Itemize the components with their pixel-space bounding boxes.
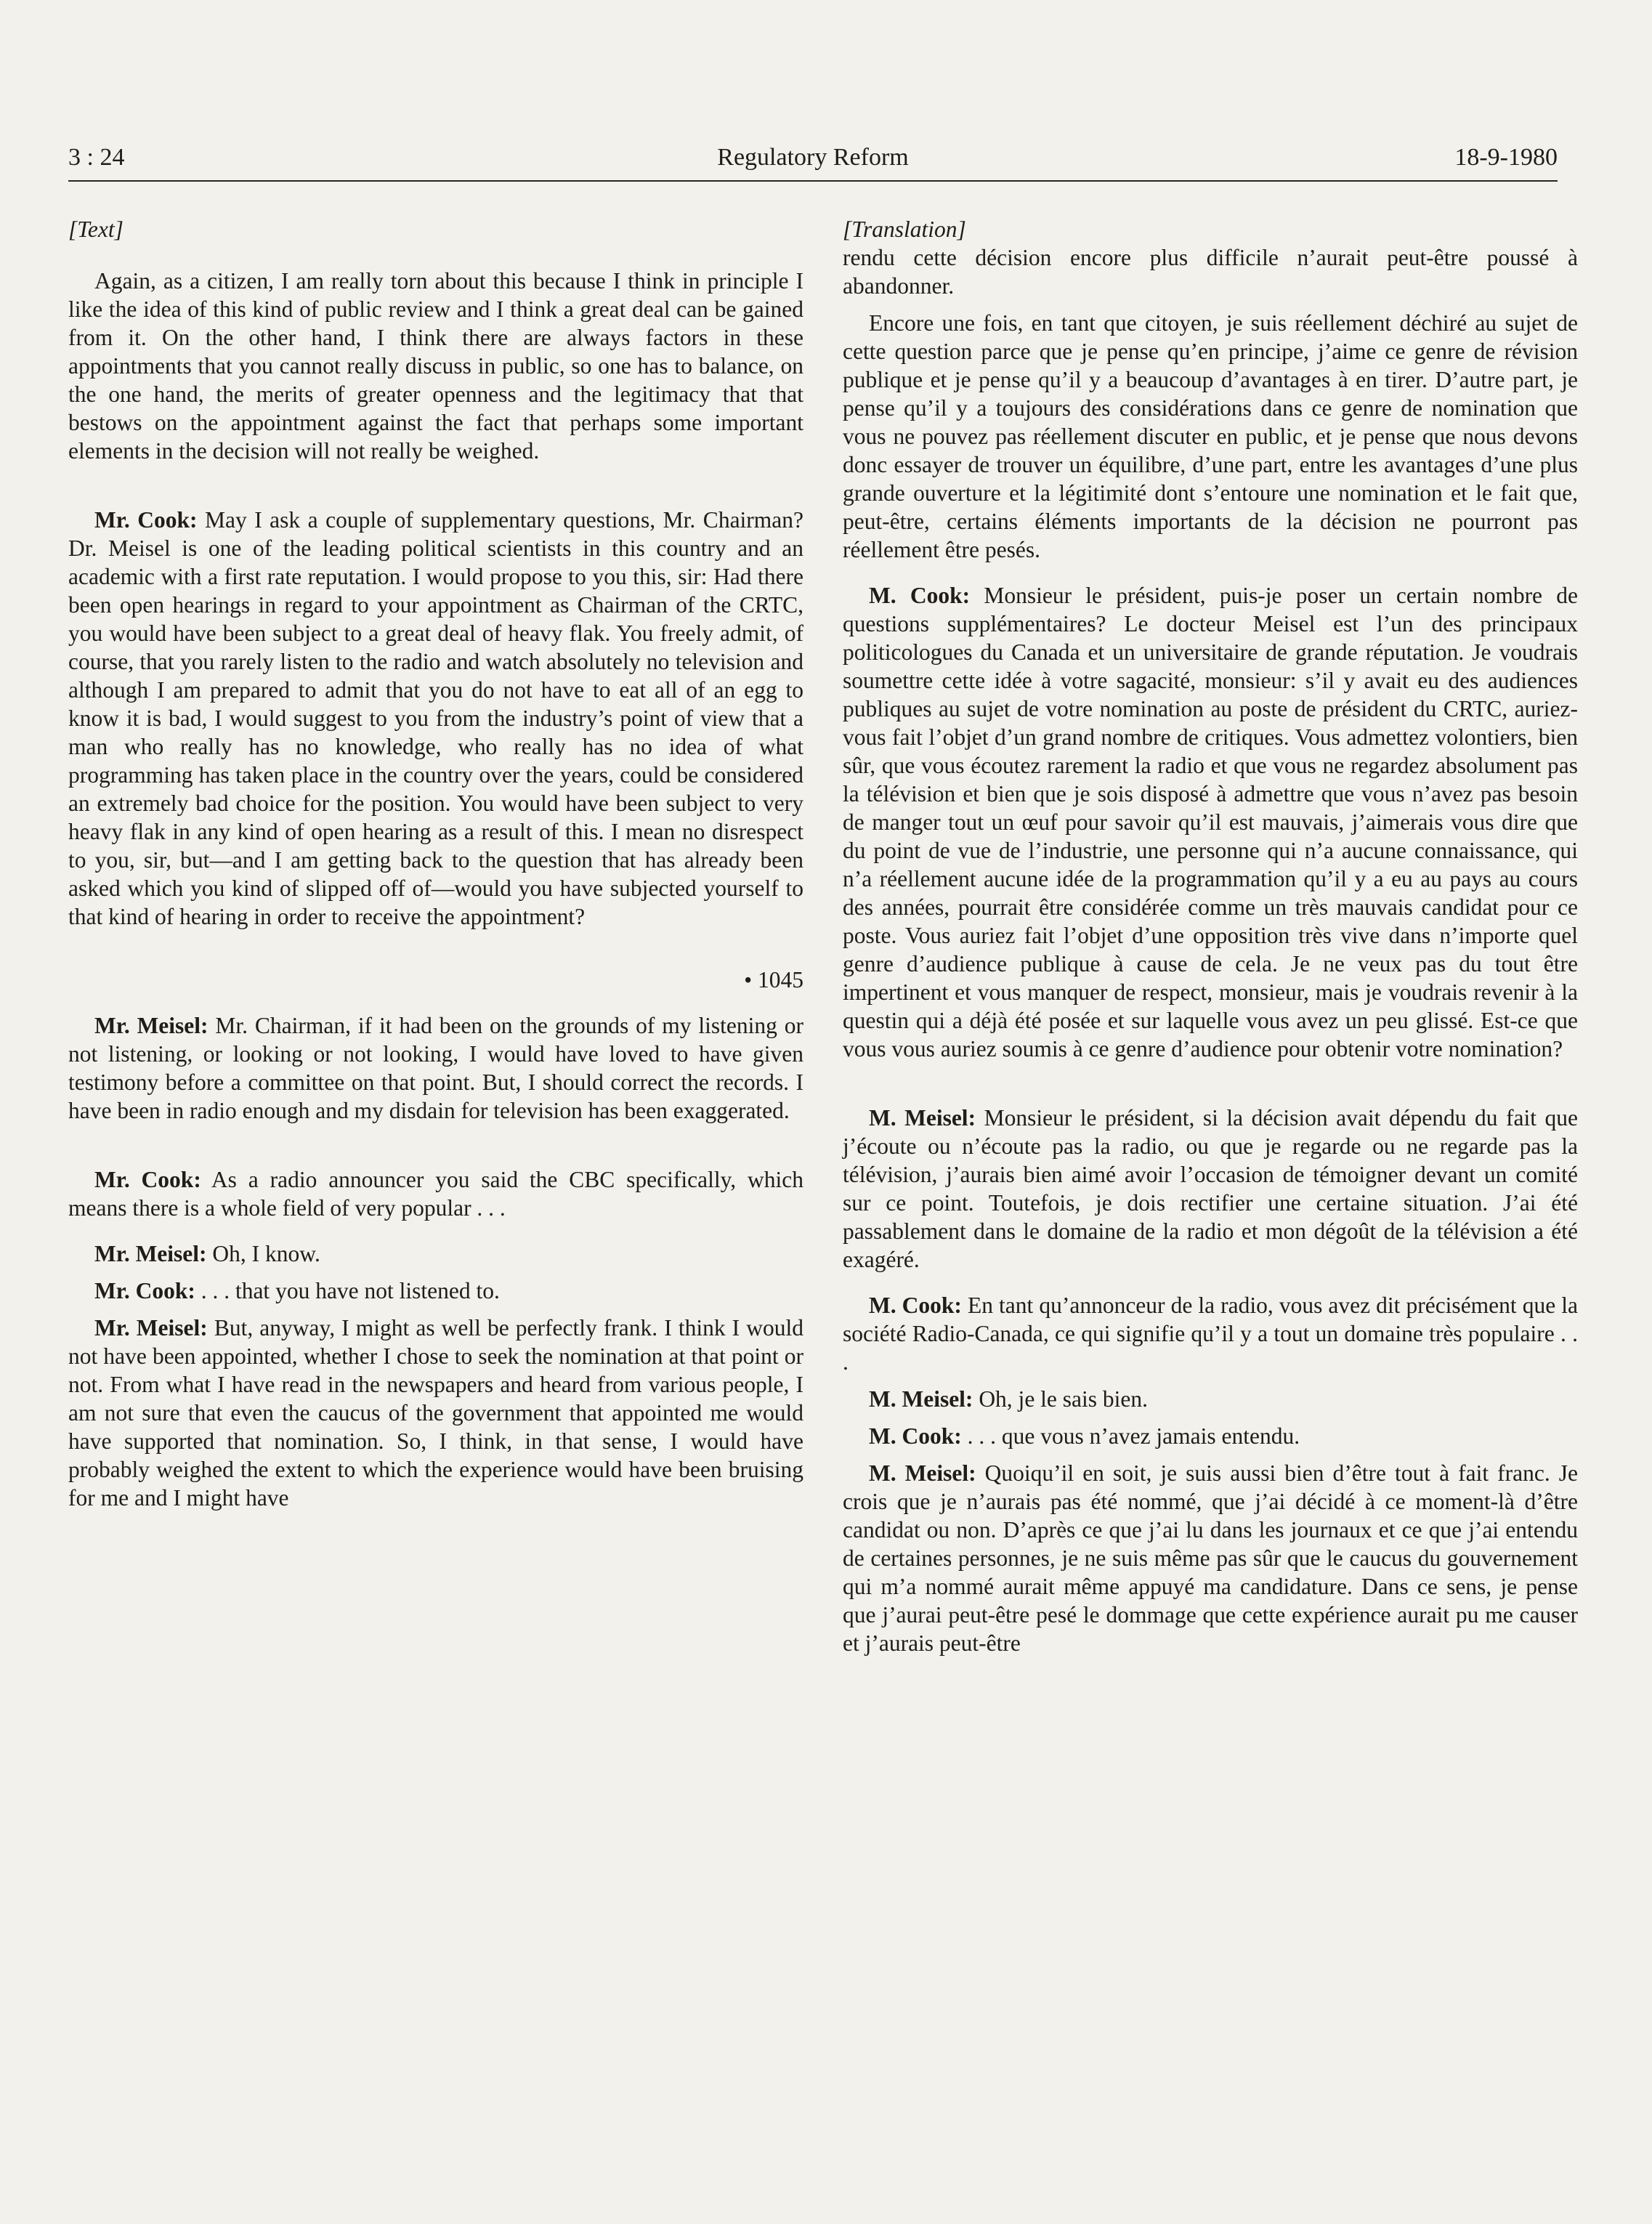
speaker-name: M. Cook: (869, 1423, 962, 1449)
speech-text: Oh, I know. (206, 1241, 320, 1266)
speaker-name: M. Meisel: (869, 1460, 976, 1486)
speaker-name: M. Cook: (869, 1293, 962, 1318)
speech-text: . . . que vous n’avez jamais entendu. (961, 1423, 1300, 1449)
speech-paragraph (68, 1165, 803, 1222)
speaker-name: Mr. Cook: (94, 1167, 201, 1192)
speech-paragraph (843, 1385, 1578, 1413)
speaker-name: M. Cook: (869, 583, 971, 608)
page-title: Regulatory Reform (717, 144, 909, 171)
speaker-name: M. Meisel: (869, 1386, 973, 1412)
speaker-name: Mr. Meisel: (94, 1013, 208, 1038)
time-marker: • 1045 (744, 967, 803, 992)
speech-text: Monsieur le président, si la décision avait dépendu du fait que j’écoute ou n’écoute pas la radio, ou que je regarde ou ne regarde pas la télévision, j’aurais bien aimé avoir l’occasion de témoigner devant un comité sur ce point. Toutefois, je dois rectifier une certaine situation. J’ai été passablement dans le domaine de la radio et mon dégoût de la télévision a été exagéré. (843, 1105, 1578, 1272)
speech-paragraph (843, 1104, 1578, 1274)
running-header (68, 139, 1558, 182)
translation-label: [Translation] (843, 217, 966, 242)
speech-text: May I ask a couple of supplementary questions, Mr. Chairman? Dr. Meisel is one of the leading political scientists in this country and an academic with a first rate reputation. I would propose to you this, sir: Had there been open hearings in regard to your appointment as Chairman of the CRTC, you would have been subject to a great deal of heavy flak. You freely admit, of course, that you rarely listen to the radio and watch absolutely no television and although I am prepared to admit that you do not have to eat all of an egg to know it is bad, I would suggest to you from the industry’s point of view that a man who really has no knowledge, who really has no idea of what programming has taken place in the country over the years, could be considered an extremely bad choice for the position. You would have been subject to very heavy flak in any kind of open hearing as a result of this. I mean no disrespect to you, sir, but—and I am getting back to the question that has already been asked which you kind of slipped off of—would you have subjected yourself to that kind of hearing in order to receive the appointment? (68, 507, 803, 929)
speech-paragraph (843, 581, 1578, 1063)
paragraph: Encore une fois, en tant que citoyen, je suis réellement déchiré au sujet de cette question parce que je pense qu’en principe, j’aime ce genre de révision publique et je pense qu’il y a beaucoup d’avantages à en tirer. D’autre part, je pense qu’il y a toujours des considérations dans ce genre de nomination que vous ne pouvez pas réellement discuter en public, et je pense que nous devons donc essayer de trouver un équilibre, d’une part, entre les avantages d’une plus grande ouverture et la légitimité dont s’entoure une nomination et le fait que, peut-être, certains éléments importants de la décision ne pourront pas réellement être pesés. (843, 310, 1578, 562)
speech-text: As a radio announcer you said the CBC specifically, which means there is a whole field of very popular . . . (68, 1167, 804, 1221)
speech-text: Mr. Chairman, if it had been on the grounds of my listening or not listening, or looking or not looking, I would have loved to have given testimony before a committee on that point. But, I should correct the records. I have been in radio enough and my disdain for television has been exaggerated. (68, 1013, 803, 1123)
speech-text: But, anyway, I might as well be perfectly frank. I think I would not have been appointed, whether I chose to seek the nomination at that point or not. From what I have read in the newspapers and heard from various people, I am not sure that even the caucus of the government that appointed me would have supported that nomination. So, I think, in that sense, I would have probably weighed the extent to which the experience would have been bruising for me and I might have (68, 1315, 803, 1511)
speaker-name: Mr. Meisel: (94, 1241, 207, 1266)
speech-paragraph (843, 1459, 1578, 1657)
page-number: 3 : 24 (68, 144, 125, 171)
speaker-name: M. Meisel: (869, 1105, 976, 1131)
paragraph: Again, as a citizen, I am really torn about this because I think in principle I like the idea of this kind of public review and I think a great deal can be gained from it. On the other hand, I think there are always factors in these appointments that you cannot really discuss in public, so one has to balance, on the one hand, the merits of greater openness and the legitimacy that that bestows on the appointment against the fact that perhaps some important elements in the decision will not really be weighed. (68, 268, 803, 464)
page-date: 18-9-1980 (1454, 144, 1558, 171)
speech-paragraph (843, 1291, 1578, 1376)
speech-paragraph (68, 1011, 803, 1125)
speech-paragraph (68, 1277, 803, 1305)
speech-text: Oh, je le sais bien. (973, 1386, 1149, 1412)
speech-paragraph (843, 1422, 1578, 1450)
speech-paragraph (68, 1314, 803, 1512)
speaker-name: Mr. Cook: (94, 507, 198, 533)
speech-text: Quoiqu’il en soit, je suis aussi bien d’être tout à fait franc. Je crois que je n’aurais pas été nommé, que j’ai décidé à ce moment-là d’être candidat ou non. D’après ce que j’ai lu dans les journaux et ce que j’ai entendu de certaines personnes, je ne suis même pas sûr que le caucus du gouvernement qui m’a nommé aurait même appuyé ma candidature. Dans ce sens, je pense que j’aurai peut-être pesé le dommage que cette expérience aurait pu me causer et j’aurais peut-être (843, 1460, 1578, 1656)
paragraph: rendu cette décision encore plus difficile n’aurait peut-être poussé à abandonner. (843, 245, 1578, 299)
text-label: [Text] (68, 217, 124, 242)
speaker-name: Mr. Cook: (94, 1278, 195, 1303)
speech-paragraph (68, 506, 803, 931)
right-column-french (843, 215, 1578, 1657)
left-column-english (68, 215, 803, 1512)
speech-text: En tant qu’annonceur de la radio, vous avez dit précisément que la société Radio-Canada, ce qui signifie qu’il y a tout un domaine très populaire . . . (843, 1293, 1578, 1375)
speech-text: . . . that you have not listened to. (195, 1278, 500, 1303)
speaker-name: Mr. Meisel: (94, 1315, 208, 1341)
speech-paragraph (68, 1240, 803, 1268)
speech-text: Monsieur le président, puis-je poser un certain nombre de questions supplémentaires? Le docteur Meisel est l’un des principaux politicologues du Canada et un universitaire de grande réputation. Je voudrais soumettre cette idée à votre sagacité, monsieur: s’il y avait eu des audiences publiques au sujet de votre nomination au poste de président du CRTC, auriez-vous fait l’objet d’un grand nombre de critiques. Vous admettez volontiers, bien sûr, que vous écoutez rarement la radio et que vous ne regardez absolument pas la télévision et bien que je sois disposé à admettre que vous n’avez pas besoin de manger tout un œuf pour savoir qu’il est mauvais, j’aimerais vous dire que du point de vue de l’industrie, une personne qui n’a aucune connaissance, qui n’a réellement aucune idée de la programmation qu’il y a eu au pays au cours des années, pourrait être considérée comme un très mauvais candidat pour ce poste. Vous auriez fait l’objet d’une opposition très vive dans n’importe quel genre d’audience publique à cause de cela. Je ne veux pas du tout être impertinent et vous manquer de respect, monsieur, mais je voudrais revenir à la questin qui a déjà été posée et sur laquelle vous avez un peu glissé. Est-ce que vous vous auriez soumis à ce genre d’audience pour obtenir votre nomination? (843, 583, 1578, 1062)
